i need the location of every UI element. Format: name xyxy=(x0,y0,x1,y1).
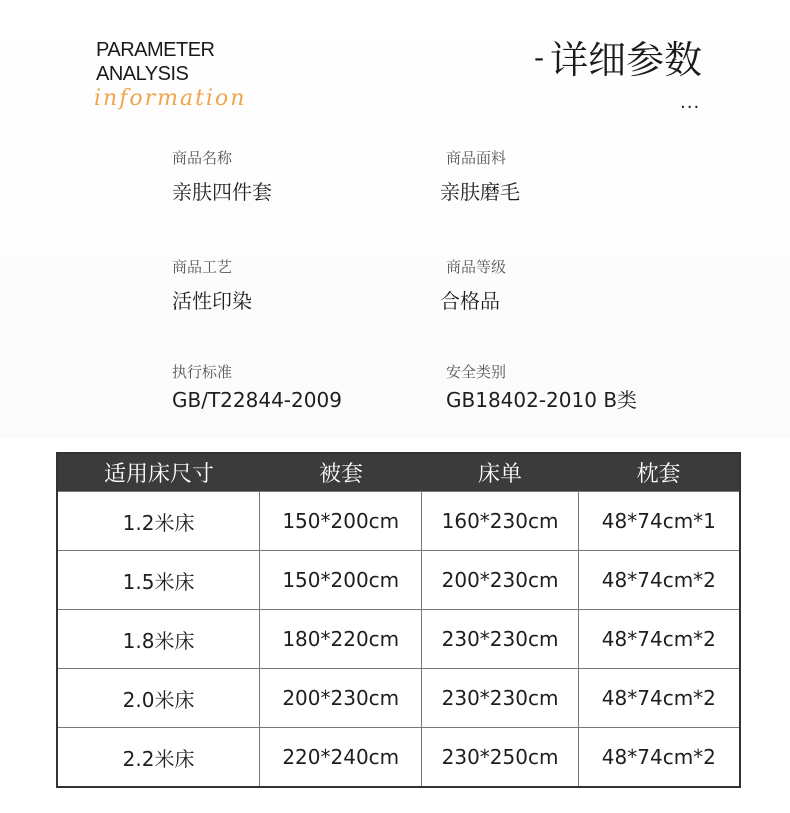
table-cell: 1.2米床 xyxy=(122,510,195,535)
brand-line-1: PARAMETER xyxy=(96,39,215,61)
table-cell: 48*74cm*1 xyxy=(578,492,739,550)
table-row xyxy=(58,609,739,668)
table-header-cell: 枕套 xyxy=(636,462,681,487)
brand-script-text: information xyxy=(94,86,247,111)
param-value: GB/T22844-2009 xyxy=(172,388,342,412)
table-cell: 2.0米床 xyxy=(122,687,195,712)
table-row xyxy=(58,491,739,550)
table-cell: 48*74cm*2 xyxy=(578,610,739,668)
table-header-cell: 被套 xyxy=(318,462,363,487)
param-label: 执行标准 xyxy=(172,363,233,381)
param-value: 合格品 xyxy=(440,289,500,313)
param-value: 亲肤磨毛 xyxy=(440,180,520,204)
table-header-row xyxy=(58,454,739,491)
table-cell: 160*230cm xyxy=(421,492,577,550)
param-label: 商品面料 xyxy=(446,149,507,167)
table-cell: 220*240cm xyxy=(259,728,421,786)
table-header-cell: 床单 xyxy=(477,462,522,487)
table-cell: 180*220cm xyxy=(259,610,421,668)
page-title xyxy=(534,34,702,84)
table-cell: 48*74cm*2 xyxy=(578,728,739,786)
table-cell: 1.5米床 xyxy=(122,569,195,594)
param-value: 活性印染 xyxy=(172,289,252,313)
param-fabric xyxy=(440,148,520,206)
param-standard xyxy=(172,362,342,414)
size-table xyxy=(56,452,741,788)
brand-line-2: ANALYSIS xyxy=(96,63,189,85)
table-cell: 2.2米床 xyxy=(122,746,195,771)
title-text: 详细参数 xyxy=(550,38,703,82)
param-label: 商品名称 xyxy=(172,149,233,167)
table-row xyxy=(58,727,739,786)
param-craft xyxy=(172,257,252,315)
table-row xyxy=(58,550,739,609)
table-cell: 150*200cm xyxy=(259,551,421,609)
param-value: GB18402-2010 B类 xyxy=(446,388,638,412)
param-grade xyxy=(440,257,507,315)
table-cell: 230*230cm xyxy=(421,669,577,727)
table-cell: 230*230cm xyxy=(421,610,577,668)
table-cell: 200*230cm xyxy=(421,551,577,609)
table-cell: 150*200cm xyxy=(259,492,421,550)
param-product-name xyxy=(172,148,272,206)
table-row xyxy=(58,668,739,727)
param-value: 亲肤四件套 xyxy=(172,180,272,204)
table-cell: 200*230cm xyxy=(259,669,421,727)
table-cell: 230*250cm xyxy=(421,728,577,786)
table-cell: 1.8米床 xyxy=(122,628,195,653)
param-safety-category xyxy=(446,362,637,414)
title-dash: - xyxy=(534,41,545,74)
param-label: 商品工艺 xyxy=(172,258,233,276)
table-cell: 48*74cm*2 xyxy=(578,669,739,727)
brand-heading xyxy=(96,38,214,86)
table-header-cell: 适用床尺寸 xyxy=(103,462,214,487)
table-cell: 48*74cm*2 xyxy=(578,551,739,609)
param-label: 安全类别 xyxy=(446,363,507,381)
ellipsis-decoration: ... xyxy=(680,92,701,113)
param-label: 商品等级 xyxy=(446,258,507,276)
